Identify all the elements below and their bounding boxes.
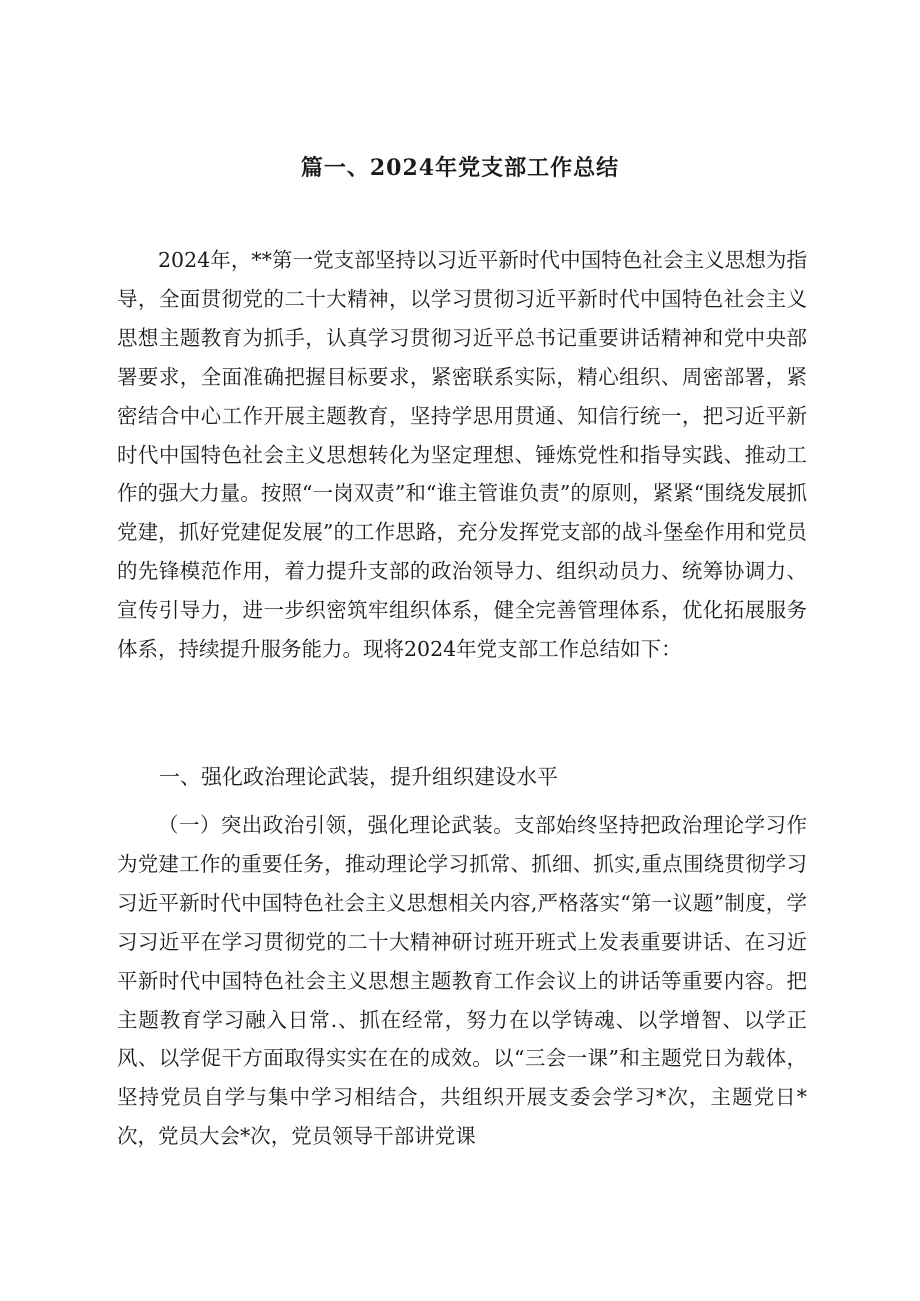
section-1-paragraph: （一）突出政治引领，强化理论武装。支部始终坚持把政治理论学习作为党建工作的重要任务，推动理论学习抓常、抓细、抓实,重点围绕贯彻学习习近平新时代中国特色社会主义思想相关内容,严格落实“第一议题”制度，学习习近平在学习贯彻党的二十大精神研讨班开班式上发表重要讲话、在习近平新时代中国特色社会主义思想主题教育工作会议上的讲话等重要内容。把主题教育学习融入日常.、抓在经常，努力在以学铸魂、以学增智、以学正风、以学促干方面取得实实在在的成效。以“三会一课”和主题党日为载体，坚持党员自学与集中学习相结合，共组织开展支委会学习*次，主题党日*次，党员大会*次，党员领导干部讲党课 — [117, 813, 807, 1149]
section-heading-1: 一、强化政治理论武装，提升组织建设水平 — [159, 765, 558, 789]
intro-paragraph: 2024年，**第一党支部坚持以习近平新时代中国特色社会主义思想为指导，全面贯彻党的二十大精神，以学习贯彻习近平新时代中国特色社会主义思想主题教育为抓手，认真学习贯彻习近平总书记重要讲话精神和党中央部署要求，全面准确把握目标要求，紧密联系实际，精心组织、周密部署，紧密结合中心工作开展主题教育，坚持学思用贯通、知信行统一，把习近平新时代中国特色社会主义思想转化为坚定理想、锤炼党性和指导实践、推动工作的强大力量。按照“一岗双责”和“谁主管谁负责”的原则，紧紧“围绕发展抓党建，抓好党建促发展”的工作思路，充分发挥党支部的战斗堡垒作用和党员的先锋模范作用，着力提升支部的政治领导力、组织动员力、统筹协调力、宣传引导力，进一步织密筑牢组织体系，健全完善管理体系，优化拓展服务体系，持续提升服务能力。现将2024年党支部工作总结如下： — [117, 248, 807, 662]
document-title: 篇一、2024年党支部工作总结 — [300, 155, 620, 181]
